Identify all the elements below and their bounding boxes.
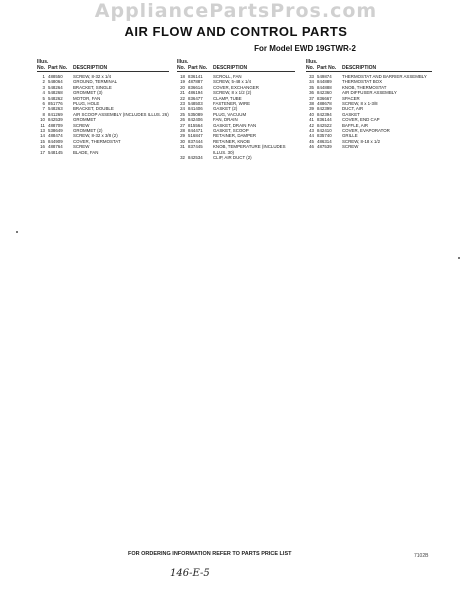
illus-no: 20 xyxy=(180,84,185,90)
parts-list xyxy=(306,74,432,150)
part-description: COVER, THERMOSTAT xyxy=(73,138,121,144)
part-number: 548145 xyxy=(48,149,63,155)
part-number: 836667 xyxy=(317,95,332,101)
part-description: KNOB, THERMOSTAT xyxy=(342,84,387,90)
part-number: 836141 xyxy=(188,74,203,79)
illus-no: 13 xyxy=(40,128,45,134)
part-description: BRACKET, DOUBLE xyxy=(73,106,114,112)
illus-no: 16 xyxy=(40,144,45,150)
illus-no: 3 xyxy=(42,84,45,90)
scan-speck xyxy=(458,257,460,259)
parts-column-2 xyxy=(177,60,295,161)
header-illus-no: Illus. No. xyxy=(37,59,49,71)
part-number: 851776 xyxy=(48,101,63,107)
illus-no: 18 xyxy=(180,74,185,79)
illus-no: 46 xyxy=(309,144,314,150)
part-description: PLUG, HOLE xyxy=(73,101,100,107)
part-number: 837445 xyxy=(188,144,203,150)
illus-no: 28 xyxy=(180,128,185,134)
part-description: RETAINER, DAMPER xyxy=(213,133,257,139)
part-number: 844889 xyxy=(317,79,332,85)
part-description: SCREW xyxy=(73,144,90,150)
column-header xyxy=(177,60,295,72)
illus-no: 36 xyxy=(309,90,314,96)
part-description: SPACER xyxy=(342,95,360,101)
illus-no: 42 xyxy=(309,122,314,128)
illus-no: 32 xyxy=(180,155,185,161)
illus-no: 8 xyxy=(42,111,45,117)
part-description: PLUG, VACUUM xyxy=(213,111,247,117)
part-number: 488678 xyxy=(317,101,332,107)
part-number: 535089 xyxy=(188,111,203,117)
part-number: 486314 xyxy=(317,138,332,144)
illus-no: 25 xyxy=(180,111,185,117)
illus-no: 40 xyxy=(309,111,314,117)
header-illus-no: Illus. No. xyxy=(177,59,189,71)
part-description: THERMOSTAT AND BARRIER ASSEMBLY xyxy=(342,74,427,79)
part-number: 835740 xyxy=(317,133,332,139)
part-description: SCREW xyxy=(73,122,90,128)
part-number: 842399 xyxy=(317,106,332,112)
ordering-info-note: FOR ORDERING INFORMATION REFER TO PARTS PRICE LIST xyxy=(128,551,292,557)
part-description: GASKET, DRAIN FAN xyxy=(213,122,257,128)
part-description: SCREW, 8-18 x 1/2 xyxy=(342,138,381,144)
illus-no: 15 xyxy=(40,138,45,144)
header-description: DESCRIPTION xyxy=(73,64,108,71)
watermark: AppliancePartsPros.com xyxy=(94,0,378,22)
illus-no: 10 xyxy=(40,117,45,123)
illus-no: 22 xyxy=(180,95,185,101)
handwritten-note: 146-E-5 xyxy=(170,568,210,579)
illus-no: 26 xyxy=(180,117,185,123)
part-number: 548263 xyxy=(48,106,63,112)
part-description: CLIP, AIR DUCT (2) xyxy=(213,155,252,161)
part-number: 841269 xyxy=(48,111,63,117)
part-description: MOTOR, FAN xyxy=(73,95,101,101)
part-description: GASKET xyxy=(342,111,360,117)
part-number: 548268 xyxy=(48,90,63,96)
illus-no: 7 xyxy=(42,106,45,112)
part-description: GROMMET (2) xyxy=(73,128,103,134)
illus-no: 29 xyxy=(180,133,185,139)
header-illus-no: Illus. No. xyxy=(306,59,318,71)
part-number: 486194 xyxy=(188,90,203,96)
illus-no: 37 xyxy=(309,95,314,101)
part-description: AIR SCOOP ASSEMBLY (INCLUDES ILLUS. 26) xyxy=(73,111,169,117)
part-number: 842534 xyxy=(188,155,203,161)
illus-no: 19 xyxy=(180,79,185,85)
part-description: COVER, EXCHANGER xyxy=(213,84,259,90)
parts-row xyxy=(177,144,295,155)
part-number: 488764 xyxy=(48,144,63,150)
part-number: 487539 xyxy=(317,144,332,150)
parts-row xyxy=(37,150,169,155)
parts-list xyxy=(37,74,169,155)
illus-no: 33 xyxy=(309,74,314,79)
illus-no: 11 xyxy=(40,122,45,128)
part-description: SCREW xyxy=(342,144,359,150)
part-number: 549874 xyxy=(317,74,332,79)
header-part-no: Part No. xyxy=(317,64,337,71)
parts-column-1 xyxy=(37,60,169,155)
illus-no: 24 xyxy=(180,106,185,112)
illus-no: 5 xyxy=(42,95,45,101)
illus-no: 45 xyxy=(309,138,314,144)
part-description: GRILLE xyxy=(342,133,358,139)
illus-no: 1 xyxy=(42,74,45,79)
part-number: 487887 xyxy=(188,79,203,85)
illus-no: 34 xyxy=(309,79,314,85)
part-description: SCREW, 5-48 x 1/4 xyxy=(213,79,252,85)
part-number: 842406 xyxy=(188,117,203,123)
part-number: 842522 xyxy=(317,122,332,128)
part-number: 842360 xyxy=(317,90,332,96)
illus-no: 21 xyxy=(180,90,185,96)
illus-no: 2 xyxy=(42,79,45,85)
part-number: 548264 xyxy=(48,84,63,90)
part-number: 841406 xyxy=(188,106,203,112)
part-number: 836614 xyxy=(188,84,203,90)
part-description: COVER, END CAP xyxy=(342,117,380,123)
header-part-no: Part No. xyxy=(188,64,208,71)
parts-row xyxy=(177,155,295,160)
column-header xyxy=(37,60,169,72)
part-number: 815564 xyxy=(188,122,203,128)
illus-no: 14 xyxy=(40,133,45,139)
part-description: FAN, DRAIN xyxy=(213,117,238,123)
illus-no: 17 xyxy=(40,149,45,155)
part-description: BRACKET, SINGLE xyxy=(73,84,112,90)
part-number: 836477 xyxy=(188,95,203,101)
parts-row xyxy=(306,144,432,149)
parts-list xyxy=(177,74,295,161)
part-number: 488550 xyxy=(48,74,63,79)
part-number: 837444 xyxy=(188,138,203,144)
part-number: 488474 xyxy=(48,133,63,139)
part-description: GROMMET (3) xyxy=(73,90,103,96)
part-number: 836144 xyxy=(317,117,332,123)
column-header xyxy=(306,60,432,72)
header-part-no: Part No. xyxy=(48,64,68,71)
illus-no: 35 xyxy=(309,84,314,90)
part-number: 548503 xyxy=(188,101,203,107)
part-number: 844471 xyxy=(188,128,203,134)
part-description: DUCT, AIR xyxy=(342,106,364,112)
part-description: BAFFLE, AIR xyxy=(342,122,369,128)
illus-no: 31 xyxy=(180,144,185,150)
part-description: BLADE, FAN xyxy=(73,149,99,155)
part-description: GROUND, TERMINAL xyxy=(73,79,118,85)
page-title: AIR FLOW AND CONTROL PARTS xyxy=(124,24,348,39)
illus-no: 23 xyxy=(180,101,185,107)
parts-column-3 xyxy=(306,60,432,150)
part-number: 548064 xyxy=(48,79,63,85)
part-description: SCREW, 8 x 1/2 (2) xyxy=(213,90,252,96)
illus-no: 39 xyxy=(309,106,314,112)
part-number: 548262 xyxy=(48,95,63,101)
part-description: COVER, EVAPORATOR xyxy=(342,128,390,134)
part-description: AIR DIFFUSER ASSEMBLY xyxy=(342,90,397,96)
part-number: 842410 xyxy=(317,128,332,134)
part-description: GASKET, SCOOP xyxy=(213,128,249,134)
header-description: DESCRIPTION xyxy=(342,64,377,71)
illus-no: 4 xyxy=(42,90,45,96)
part-description: GROMMET xyxy=(73,117,96,123)
illus-no: 41 xyxy=(309,117,314,123)
part-number: 488709 xyxy=(48,122,63,128)
part-number: 844909 xyxy=(48,138,63,144)
part-description: SCREW, 8-32 x 1/4 xyxy=(73,74,112,79)
header-description: DESCRIPTION xyxy=(213,64,248,71)
part-number: 516847 xyxy=(188,133,203,139)
model-subtitle: For Model EWD 19GTWR-2 xyxy=(254,44,356,53)
part-description: SCROLL, FAN xyxy=(213,74,242,79)
illus-no: 30 xyxy=(180,138,185,144)
part-number: 844888 xyxy=(317,84,332,90)
illus-no: 38 xyxy=(309,101,314,107)
part-description: KNOB, TEMPERATURE (INCLUDES ILLUS. 30) xyxy=(213,144,286,155)
page-code: 7102B xyxy=(414,553,429,559)
part-description: CLAMP, TUBE xyxy=(213,95,242,101)
part-description: GASKET (2) xyxy=(213,106,238,112)
part-description: SCREW, 8-32 x 3/8 (2) xyxy=(73,133,118,139)
part-description: FASTENER, WIRE xyxy=(213,101,251,107)
illus-no: 43 xyxy=(309,128,314,134)
illus-no: 27 xyxy=(180,122,185,128)
illus-no: 6 xyxy=(42,101,45,107)
part-number: 842539 xyxy=(48,117,63,123)
illus-no: 44 xyxy=(309,133,314,139)
scan-speck xyxy=(16,231,18,233)
part-description: THERMOSTAT BOX xyxy=(342,79,383,85)
part-number: 842394 xyxy=(317,111,332,117)
part-description: RETAINER, KNOB xyxy=(213,138,250,144)
part-description: SCREW, 8 x 1-3/8 xyxy=(342,101,378,107)
part-number: 538649 xyxy=(48,128,63,134)
